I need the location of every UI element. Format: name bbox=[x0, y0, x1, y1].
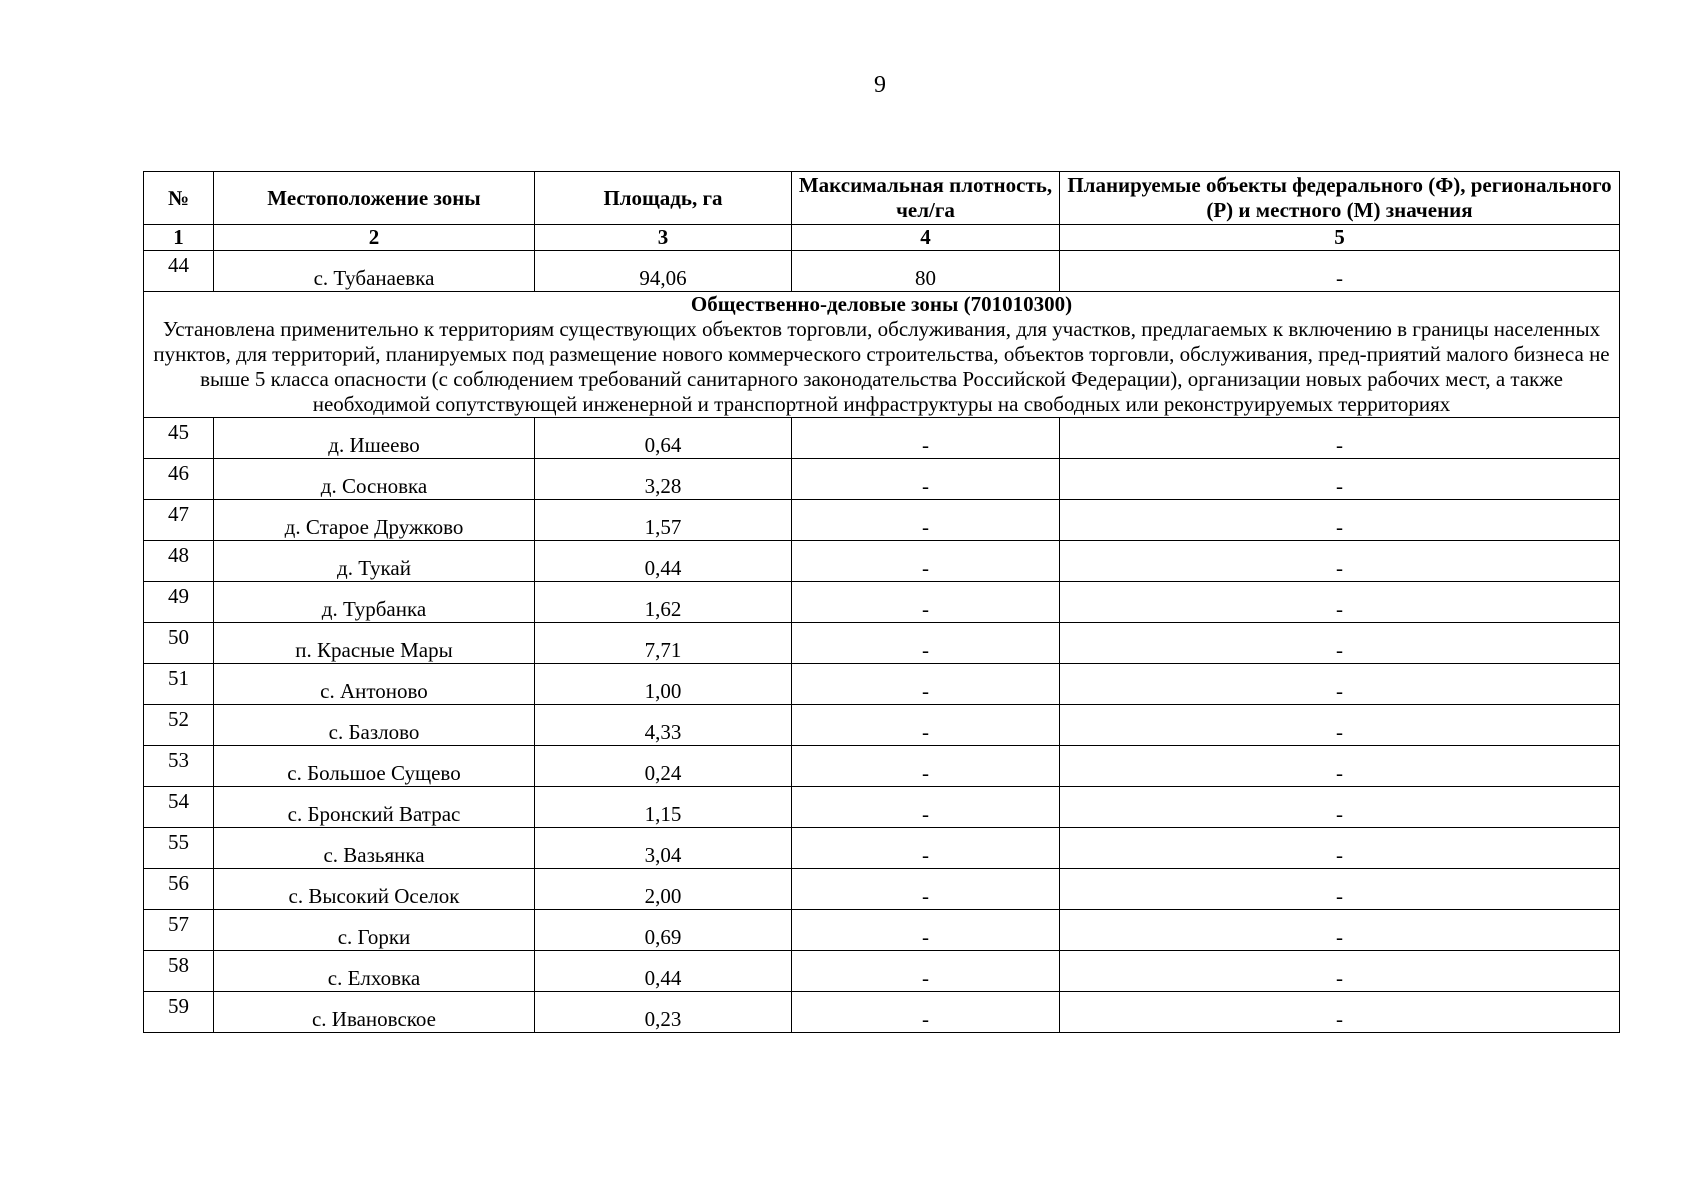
row-area: 2,00 bbox=[535, 869, 792, 910]
row-objects: - bbox=[1060, 705, 1620, 746]
row-density: - bbox=[792, 869, 1060, 910]
column-index: 1 bbox=[144, 225, 214, 251]
row-number: 57 bbox=[144, 910, 214, 951]
row-objects: - bbox=[1060, 541, 1620, 582]
row-density: - bbox=[792, 582, 1060, 623]
row-number: 56 bbox=[144, 869, 214, 910]
table-row bbox=[144, 623, 1620, 664]
table-row bbox=[144, 746, 1620, 787]
row-location: с. Базлово bbox=[214, 705, 535, 746]
column-index-row bbox=[144, 225, 1620, 251]
row-density: - bbox=[792, 418, 1060, 459]
table-row bbox=[144, 787, 1620, 828]
row-density: - bbox=[792, 459, 1060, 500]
table-row bbox=[144, 251, 1620, 292]
section-title: Общественно-деловые зоны (701010300) bbox=[690, 292, 1073, 316]
row-area: 4,33 bbox=[535, 705, 792, 746]
row-location: с. Вазьянка bbox=[214, 828, 535, 869]
row-number: 58 bbox=[144, 951, 214, 992]
header-objects: Планируемые объекты федерального (Ф), регионального (Р) и местного (М) значения bbox=[1060, 172, 1620, 225]
row-density: - bbox=[792, 664, 1060, 705]
row-location: д. Турбанка bbox=[214, 582, 535, 623]
row-area: 0,23 bbox=[535, 992, 792, 1033]
row-location: с. Тубанаевка bbox=[214, 251, 535, 292]
row-objects: - bbox=[1060, 418, 1620, 459]
row-number: 45 bbox=[144, 418, 214, 459]
row-area: 1,15 bbox=[535, 787, 792, 828]
row-number: 47 bbox=[144, 500, 214, 541]
row-density: - bbox=[792, 623, 1060, 664]
row-objects: - bbox=[1060, 746, 1620, 787]
row-location: с. Ивановское bbox=[214, 992, 535, 1033]
table-row bbox=[144, 951, 1620, 992]
row-objects: - bbox=[1060, 459, 1620, 500]
row-density: - bbox=[792, 787, 1060, 828]
row-objects: - bbox=[1060, 951, 1620, 992]
table-row bbox=[144, 500, 1620, 541]
row-number: 51 bbox=[144, 664, 214, 705]
row-objects: - bbox=[1060, 787, 1620, 828]
row-density: - bbox=[792, 992, 1060, 1033]
row-location: п. Красные Мары bbox=[214, 623, 535, 664]
row-objects: - bbox=[1060, 582, 1620, 623]
row-number: 55 bbox=[144, 828, 214, 869]
row-objects: - bbox=[1060, 500, 1620, 541]
section-rows bbox=[144, 418, 1620, 1033]
row-area: 1,00 bbox=[535, 664, 792, 705]
header-area: Площадь, га bbox=[535, 172, 792, 225]
row-density: - bbox=[792, 500, 1060, 541]
row-number: 59 bbox=[144, 992, 214, 1033]
row-location: с. Высокий Оселок bbox=[214, 869, 535, 910]
row-area: 3,28 bbox=[535, 459, 792, 500]
row-objects: - bbox=[1060, 623, 1620, 664]
header-number: № bbox=[144, 172, 214, 225]
table-row bbox=[144, 705, 1620, 746]
row-density: 80 bbox=[792, 251, 1060, 292]
header-location: Местоположение зоны bbox=[214, 172, 535, 225]
row-number: 46 bbox=[144, 459, 214, 500]
row-area: 0,44 bbox=[535, 541, 792, 582]
row-number: 53 bbox=[144, 746, 214, 787]
table-row bbox=[144, 664, 1620, 705]
row-objects: - bbox=[1060, 251, 1620, 292]
table-row bbox=[144, 459, 1620, 500]
zones-table bbox=[143, 171, 1620, 1033]
row-location: с. Антоново bbox=[214, 664, 535, 705]
row-number: 48 bbox=[144, 541, 214, 582]
row-number: 44 bbox=[144, 251, 214, 292]
row-number: 52 bbox=[144, 705, 214, 746]
column-index: 5 bbox=[1060, 225, 1620, 251]
column-index: 3 bbox=[535, 225, 792, 251]
header-density: Максимальная плотность, чел/га bbox=[792, 172, 1060, 225]
row-location: с. Большое Сущево bbox=[214, 746, 535, 787]
row-location: д. Сосновка bbox=[214, 459, 535, 500]
row-area: 7,71 bbox=[535, 623, 792, 664]
table-row bbox=[144, 869, 1620, 910]
row-area: 1,57 bbox=[535, 500, 792, 541]
row-objects: - bbox=[1060, 910, 1620, 951]
row-area: 3,04 bbox=[535, 828, 792, 869]
header-row bbox=[144, 172, 1620, 225]
row-area: 0,44 bbox=[535, 951, 792, 992]
rows-before-section bbox=[144, 251, 1620, 292]
row-location: д. Тукай bbox=[214, 541, 535, 582]
row-objects: - bbox=[1060, 664, 1620, 705]
row-density: - bbox=[792, 910, 1060, 951]
row-density: - bbox=[792, 746, 1060, 787]
section-block bbox=[144, 292, 1620, 418]
row-location: с. Бронский Ватрас bbox=[214, 787, 535, 828]
row-location: д. Старое Дружково bbox=[214, 500, 535, 541]
column-index: 4 bbox=[792, 225, 1060, 251]
table-row bbox=[144, 992, 1620, 1033]
row-number: 54 bbox=[144, 787, 214, 828]
section-cell bbox=[144, 292, 1620, 418]
page-number: 9 bbox=[874, 72, 886, 98]
row-number: 49 bbox=[144, 582, 214, 623]
row-location: с. Горки bbox=[214, 910, 535, 951]
table-row bbox=[144, 910, 1620, 951]
table-row bbox=[144, 541, 1620, 582]
row-density: - bbox=[792, 951, 1060, 992]
row-location: с. Елховка bbox=[214, 951, 535, 992]
section-description: Установлена применительно к территориям существующих объектов торговли, обслуживания, для участков, предлагаемых к включению в границы населенных пунктов, для территорий, планируемых под размещение нового коммерческого строительства, объектов торговли, обслуживания, пред-приятий малого бизнеса не выше 5 класса опасности (с соблюдением требований санитарного законодательства Российской Федерации), организации новых рабочих мест, а также необходимой сопутствующей инженерной и транспортной инфраструктуры на свободных или реконструируемых территориях bbox=[153, 317, 1610, 416]
row-density: - bbox=[792, 705, 1060, 746]
table-row bbox=[144, 582, 1620, 623]
column-index: 2 bbox=[214, 225, 535, 251]
section-row bbox=[144, 292, 1620, 418]
row-area: 94,06 bbox=[535, 251, 792, 292]
row-objects: - bbox=[1060, 992, 1620, 1033]
row-area: 0,69 bbox=[535, 910, 792, 951]
row-area: 1,62 bbox=[535, 582, 792, 623]
table-row bbox=[144, 418, 1620, 459]
row-density: - bbox=[792, 541, 1060, 582]
row-location: д. Ишеево bbox=[214, 418, 535, 459]
row-area: 0,64 bbox=[535, 418, 792, 459]
row-number: 50 bbox=[144, 623, 214, 664]
row-objects: - bbox=[1060, 869, 1620, 910]
row-objects: - bbox=[1060, 828, 1620, 869]
row-density: - bbox=[792, 828, 1060, 869]
row-area: 0,24 bbox=[535, 746, 792, 787]
table-row bbox=[144, 828, 1620, 869]
